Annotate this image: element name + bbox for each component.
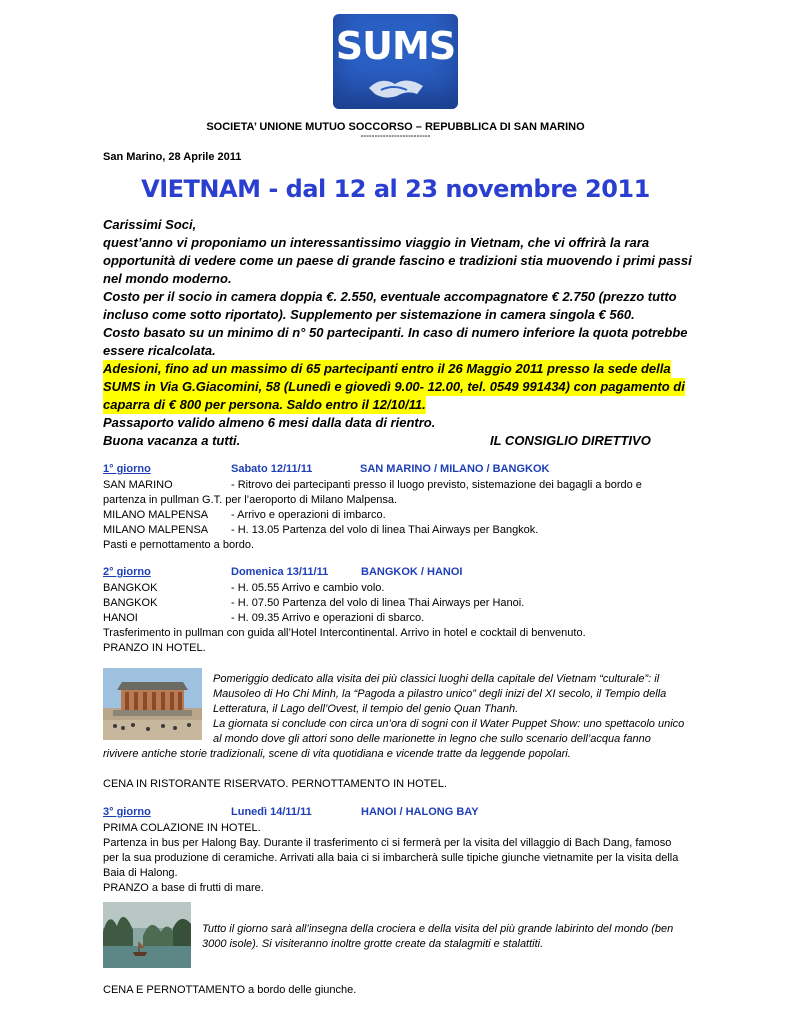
day3-p-3: Baia di Halong. [103,867,178,879]
page-title: VIETNAM - dal 12 al 23 novembre 2011 [141,175,650,203]
day2-desc-5: al mondo dove gli attori sono delle marionette in legno che sullo scenario dell’acqua fanno [213,733,651,745]
day3-p-1: Partenza in bus per Halong Bay. Durante il trasferimento ci si fermerà per la visita del villaggio di Bach Dang, famoso [103,837,672,849]
day2-text-1: - H. 05.55 Arrivo e cambio volo. [231,582,385,594]
day1-text-2: partenza in pullman G.T. per l’aeroporto di Milano Malpensa. [103,494,398,506]
sums-logo [333,14,458,109]
passport-note: Passaporto valido almeno 6 mesi dalla data di rientro. [103,415,436,430]
halong-bay-photo [103,902,191,968]
signature: IL CONSIGLIO DIRETTIVO [490,433,651,448]
day2-text-3: - H. 09.35 Arrivo e operazioni di sbarco. [231,612,425,624]
day2-date: Domenica 13/11/11 [231,566,329,578]
day2-route: BANGKOK / HANOI [361,566,463,578]
day3-desc-2: 3000 isole). Si visiteranno inoltre grotte create da stalagmiti e stalattiti. [202,938,544,950]
day3-p-2: per la sua produzione di ceramiche. Arrivati alla baia ci si imbarcherà sulle tipiche giunche vietnamite per la visita della [103,852,679,864]
day3-num: 3° giorno [103,806,151,818]
day1-date: Sabato 12/11/11 [231,463,313,475]
day2-transfer: Trasferimento in pullman con guida all’Hotel Intercontinental. Arrivo in hotel e cocktail di benvenuto. [103,627,586,639]
minimum-line-1: Costo basato su un minimo di n° 50 partecipanti. In caso di numero inferiore la quota potrebbe [103,325,688,340]
day3-route: HANOI / HALONG BAY [361,806,479,818]
stars-divider: °°°°°°°°°°°°°°°°°°°°°°°°° [360,135,431,142]
minimum-line-2: essere ricalcolata. [103,343,216,358]
price-line-2: incluso come sotto riportato). Supplemento per sistemazione in camera singola € 560. [103,307,635,322]
day2-desc-3: Letteratura, il Lago dell’Ovest, il tempio del genio Quan Thanh. [213,703,519,715]
intro-line-1: quest’anno vi proponiamo un interessantissimo viaggio in Vietnam, che vi offrirà la rara [103,235,650,250]
day2-text-2: - H. 07.50 Partenza del volo di linea Thai Airways per Hanoi. [231,597,525,609]
letter-date: San Marino, 28 Aprile 2011 [103,151,242,163]
day2-desc-2: Mausoleo di Ho Chi Minh, la “Pagoda a pilastro unico” degli inizi del XI secolo, il Tempio della [213,688,667,700]
day2-place-2: BANGKOK [103,597,158,609]
day1-text-1: - Ritrovo dei partecipanti presso il luogo previsto, sistemazione dei bagagli a bordo e [231,479,642,491]
day3-date: Lunedì 14/11/11 [231,806,312,818]
day1-place-1: SAN MARINO [103,479,173,491]
day1-header [103,463,550,475]
day2-num: 2° giorno [103,566,151,578]
intro-line-2: opportunità di vedere come un paese di grande fascino e tradizioni stia muovendo i primi passi [103,253,692,268]
handshake-icon [367,70,425,102]
day1-place-4: MILANO MALPENSA [103,524,209,536]
day2-desc-4: La giornata si conclude con circa un’ora di sogni con il Water Puppet Show: uno spettacolo unico [213,718,685,730]
highlight-line-1: Adesioni, fino ad un massimo di 65 partecipanti entro il 26 Maggio 2011 presso la sede della [103,361,671,376]
day3-breakfast: PRIMA COLAZIONE IN HOTEL. [103,822,261,834]
day3-dinner: CENA E PERNOTTAMENTO a bordo delle giunche. [103,984,357,996]
day1-text-4: - H. 13.05 Partenza del volo di linea Thai Airways per Bangkok. [231,524,539,536]
org-name: SOCIETA’ UNIONE MUTUO SOCCORSO – REPUBBLICA DI SAN MARINO [206,121,585,133]
day1-text-3: - Arrivo e operazioni di imbarco. [231,509,386,521]
day2-desc-1: Pomeriggio dedicato alla visita dei più classici luoghi della capitale del Vietnam “culturale”: il [213,673,660,685]
day2-place-3: HANOI [103,612,138,624]
farewell: Buona vacanza a tutti. [103,433,241,448]
day2-header [103,566,463,578]
day2-dinner: CENA IN RISTORANTE RISERVATO. PERNOTTAMENTO IN HOTEL. [103,778,447,790]
day1-route: SAN MARINO / MILANO / BANGKOK [360,463,550,475]
day1-num: 1° giorno [103,463,151,475]
day1-note: Pasti e pernottamento a bordo. [103,539,255,551]
greeting: Carissimi Soci, [103,217,197,232]
logo-text: SUMS [335,24,456,68]
day2-lunch: PRANZO IN HOTEL. [103,642,206,654]
day2-desc-6: rivivere antiche storie tradizionali, scene di vita quotidiana e vicende tratte da leggende popolari. [103,748,571,760]
day3-header [103,806,479,818]
mausoleum-photo [103,668,202,740]
highlight-line-3: caparra di € 800 per persona. Saldo entro il 12/10/11. [103,397,426,412]
price-line-1: Costo per il socio in camera doppia €. 2.550, eventuale accompagnatore € 2.750 (prezzo tutto [103,289,677,304]
intro-line-3: nel mondo moderno. [103,271,232,286]
day3-lunch: PRANZO a base di frutti di mare. [103,882,264,894]
day2-place-1: BANGKOK [103,582,158,594]
day3-desc-1: Tutto il giorno sarà all’insegna della crociera e della visita del più grande labirinto del mondo (ben [202,923,674,935]
highlight-line-2: SUMS in Via G.Giacomini, 58 (Lunedì e giovedì 9.00- 12.00, tel. 0549 991434) con pagamento di [103,379,685,394]
day1-place-3: MILANO MALPENSA [103,509,209,521]
